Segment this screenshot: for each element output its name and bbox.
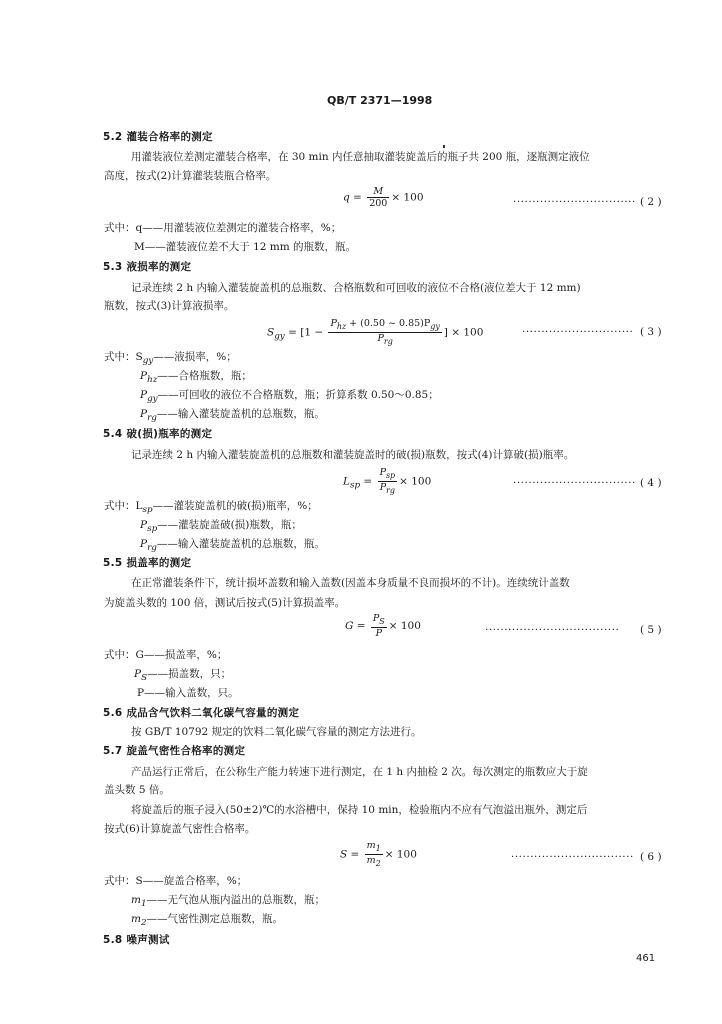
eq5-rhs: × 100: [388, 619, 421, 632]
eq6-leader: ································: [511, 851, 634, 863]
eq6-where-line3: $m_2——$气密性测定总瓶数，瓶。: [131, 913, 284, 929]
equation-4: [343, 467, 431, 496]
eq4-fraction: [378, 467, 398, 496]
eq4-num-p: P: [379, 467, 386, 478]
eq3-num-p: P: [330, 318, 337, 329]
section-5-7-para-line3: 将旋盖后的瓶子浸入(50±2)℃的水浴槽中，保持 10 min，检验瓶内不应有气泡溢出瓶外，测定后: [131, 804, 588, 816]
eq6-den-m: m: [366, 854, 376, 866]
eq2-number: ( 2 ): [640, 196, 662, 208]
eq2-denominator: 200: [369, 198, 388, 209]
eq2-fraction: [367, 186, 389, 209]
eq5-where-line2: $P_S——$损盖数，只；: [134, 668, 232, 684]
section-5-6-para-line1: 按 GB/T 10792 规定的饮料二氧化碳气容量的测定方法进行。: [131, 726, 422, 738]
eq3-rhs: ] × 100: [443, 326, 484, 339]
section-5-5-para-line1: 在正常灌装条件下，统计损坏盖数和输入盖数(因盖本身质量不良而损坏的不计)。连续统计盖数: [131, 577, 570, 589]
eq5-where-line3: P——输入盖数，只。: [137, 687, 239, 699]
eq3-den-p: P: [377, 332, 384, 344]
eq3-where-line2: $P_{hz}——$合格瓶数，瓶；: [140, 370, 252, 386]
section-5-5-heading: 5.5 损盖率的测定: [103, 557, 192, 569]
equation-6: [340, 840, 417, 869]
section-5-4-para-line1: 记录连续 2 h 内输入灌装旋盖机的总瓶数和灌装旋盖时的破(损)瓶数，按式(4)计算破(损)瓶率。: [131, 449, 575, 461]
eq3-den-sub: rg: [383, 336, 393, 346]
section-5-3-para-line2: 瓶数，按式(3)计算液损率。: [104, 300, 235, 312]
eq3-num-mid: + (0.50 ~ 0.85)P: [346, 318, 431, 329]
section-5-2-heading: 5.2 灌装合格率的测定: [103, 131, 213, 143]
eq4-den-sub: rg: [386, 485, 395, 495]
eq4-den-p: P: [379, 481, 387, 493]
eq2-lhs: q =: [343, 191, 366, 204]
section-5-2-para-line2: 高度，按式(2)计算灌装装瓶合格率。: [104, 170, 277, 182]
eq4-where-line2: $P_{sp}——$灌装旋盖破(损)瓶数，瓶；: [140, 519, 302, 535]
eq6-den-sub: 2: [375, 858, 381, 868]
section-5-7-para-line4: 按式(6)计算旋盖气密性合格率。: [104, 823, 256, 835]
eq2-rhs: × 100: [391, 191, 424, 204]
eq4-where-line1: 式中：$L_{sp}——$灌装旋盖机的破(损)瓶率，%；: [104, 500, 318, 516]
eq3-lhs: S: [267, 326, 275, 339]
eq6-fraction: [365, 840, 383, 869]
eq5-number: ( 5 ): [640, 624, 662, 636]
page-number: 461: [636, 953, 656, 964]
equation-3: [267, 318, 483, 347]
eq6-num-sub: 1: [375, 843, 381, 853]
section-5-7-para-line1: 产品运行正常后，在公称生产能力转速下进行测定，在 1 h 内抽检 2 次。每次测定的瓶数应大于旋: [131, 766, 588, 778]
scan-speck: [443, 145, 445, 148]
eq3-fraction: [328, 318, 441, 347]
eq5-fraction: [371, 613, 387, 639]
eq3-where-line4: $P_{rg}——$输入灌装旋盖机的总瓶数，瓶。: [140, 408, 325, 424]
eq4-where-line3: $P_{rg}——$输入灌装旋盖机的总瓶数，瓶。: [140, 538, 325, 554]
section-5-3-para-line1: 记录连续 2 h 内输入灌装旋盖机的总瓶数、合格瓶数和可回收的液位不合格(液位差大于 12 mm): [131, 282, 581, 294]
section-5-6-heading: 5.6 成品含气饮料二氧化碳气容量的测定: [103, 707, 300, 719]
equation-5: [345, 613, 421, 639]
eq5-lhs: G =: [345, 619, 369, 632]
eq5-num-sub: S: [379, 616, 385, 626]
eq2-where-line2: M——灌装液位差不大于 12 mm 的瓶数，瓶。: [134, 241, 357, 253]
eq3-num-sub2: gy: [430, 321, 440, 331]
eq6-lhs: S =: [340, 848, 363, 861]
eq5-den-p: P: [375, 627, 382, 639]
eq4-lhs-sub: sp: [349, 480, 361, 491]
eq2-numerator: M: [373, 186, 384, 197]
eq2-where-line1: 式中：q——用灌装液位差测定的灌装合格率，%；: [104, 222, 342, 234]
eq4-leader: ································: [513, 477, 636, 489]
eq6-where-line2: $m_1——$无气泡从瓶内溢出的总瓶数，瓶；: [131, 894, 326, 910]
section-5-4-heading: 5.4 破(损)瓶率的测定: [103, 428, 213, 440]
eq4-number: ( 4 ): [640, 477, 662, 489]
eq5-where-line1: 式中：G——损盖率，%；: [104, 649, 228, 661]
section-5-3-heading: 5.3 液损率的测定: [103, 261, 192, 273]
eq6-where-line1: 式中：S——旋盖合格率，%；: [104, 875, 248, 887]
eq3-num-sub: hz: [336, 321, 347, 331]
eq3-where-line1: 式中：$S_{gy}——$液损率，%；: [104, 351, 237, 367]
equation-2: [343, 186, 424, 209]
eq4-equals: =: [360, 475, 376, 488]
eq3-leader: ·····························: [522, 326, 634, 338]
section-5-2-para-line1: 用灌装液位差测定灌装合格率，在 30 min 内任意抽取灌装旋盖后的瓶子共 200 瓶，逐瓶测定液位: [131, 151, 590, 163]
page-header: QB/T 2371—1998: [327, 94, 433, 107]
eq5-num-p: P: [372, 613, 380, 624]
section-5-5-para-line2: 为旋盖头数的 100 倍，测试后按式(5)计算损盖率。: [104, 597, 346, 609]
eq3-where-line3: $P_{gy}——$可回收的液位不合格瓶数，瓶；折算系数 0.50～0.85；: [140, 389, 439, 405]
section-5-7-heading: 5.7 旋盖气密性合格率的测定: [103, 745, 246, 757]
eq4-lhs: L: [343, 475, 350, 488]
eq2-leader: ································: [513, 196, 636, 208]
eq3-lhs-sub: gy: [274, 331, 285, 342]
eq6-number: ( 6 ): [640, 851, 662, 863]
section-5-8-heading: 5.8 噪声测试: [103, 934, 170, 946]
eq6-num-m: m: [366, 840, 376, 851]
eq3-open: = [1 −: [284, 326, 327, 339]
eq4-rhs: × 100: [399, 475, 432, 488]
section-5-7-para-line2: 盖头数 5 倍。: [104, 784, 170, 796]
eq3-number: ( 3 ): [640, 326, 662, 338]
eq5-leader: ···································: [485, 624, 620, 636]
eq4-num-sub: sp: [385, 470, 396, 480]
eq6-rhs: × 100: [384, 848, 417, 861]
